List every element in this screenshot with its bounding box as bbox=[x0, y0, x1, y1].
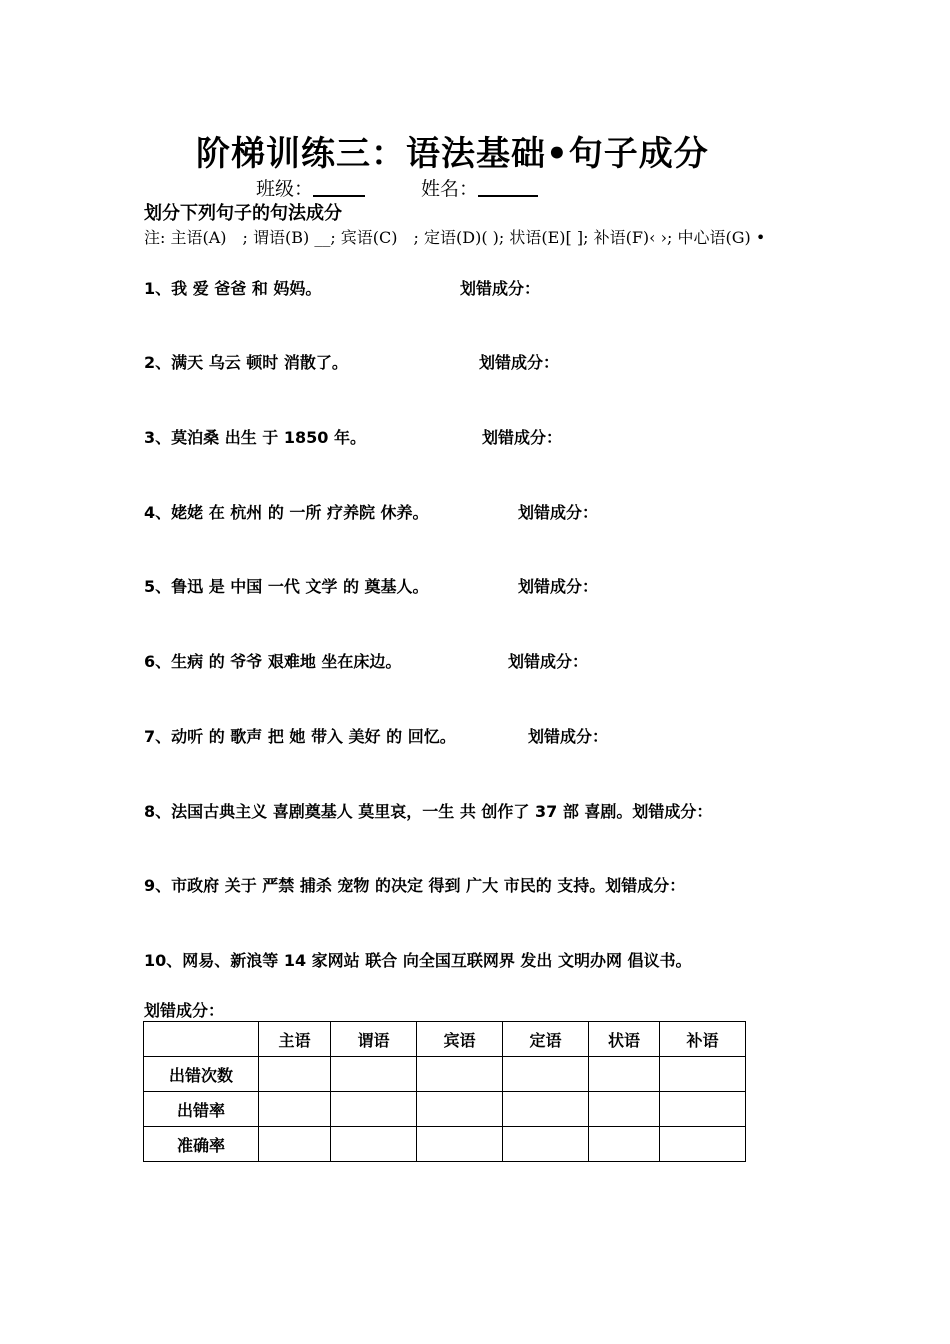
question-10 bbox=[144, 948, 692, 971]
table-cell[interactable] bbox=[259, 1127, 331, 1162]
class-label: 班级： bbox=[256, 178, 314, 200]
table-cell[interactable] bbox=[503, 1127, 589, 1162]
instruction: 划分下列句子的句法成分 bbox=[144, 203, 342, 224]
question-2 bbox=[144, 350, 560, 373]
mark-label: 划错成分： bbox=[528, 727, 609, 746]
question-text: 1、我 爱 爸爸 和 妈妈。 bbox=[144, 279, 322, 298]
mark-label: 划错成分： bbox=[518, 577, 599, 596]
table-cell[interactable] bbox=[331, 1057, 417, 1092]
table-cell[interactable] bbox=[660, 1092, 746, 1127]
name-label: 姓名： bbox=[421, 178, 479, 200]
table-cell[interactable] bbox=[331, 1127, 417, 1162]
mark-label: 划错成分： bbox=[508, 652, 589, 671]
table-header-cell: 补语 bbox=[660, 1022, 746, 1057]
error-stats-table bbox=[143, 1021, 746, 1162]
table-cell[interactable] bbox=[589, 1057, 660, 1092]
question-7 bbox=[144, 724, 609, 747]
name-blank bbox=[478, 177, 538, 197]
question-8 bbox=[144, 799, 712, 822]
table-header-cell: 状语 bbox=[589, 1022, 660, 1057]
table-header-cell: 谓语 bbox=[331, 1022, 417, 1057]
table-cell[interactable] bbox=[589, 1092, 660, 1127]
table-header-cell: 宾语 bbox=[417, 1022, 503, 1057]
question-6 bbox=[144, 649, 589, 672]
table-header-row bbox=[144, 1022, 746, 1057]
table-cell[interactable] bbox=[503, 1057, 589, 1092]
mark-label: 划错成分： bbox=[479, 353, 560, 372]
table-row-label: 出错次数 bbox=[144, 1057, 259, 1092]
table-cell[interactable] bbox=[331, 1092, 417, 1127]
question-text: 10、网易、新浪等 14 家网站 联合 向全国互联网界 发出 文明办网 倡议书。 bbox=[144, 951, 692, 970]
question-5 bbox=[144, 574, 599, 597]
table-cell[interactable] bbox=[259, 1092, 331, 1127]
question-10-mark-label: 划错成分： bbox=[144, 1001, 225, 1020]
class-blank bbox=[313, 177, 365, 197]
question-text: 6、生病 的 爷爷 艰难地 坐在床边。 bbox=[144, 652, 402, 671]
student-info-line bbox=[256, 174, 538, 201]
table-row-label: 出错率 bbox=[144, 1092, 259, 1127]
question-text: 9、市政府 关于 严禁 捕杀 宠物 的决定 得到 广大 市民的 支持。划错成分： bbox=[144, 876, 686, 895]
question-3 bbox=[144, 425, 563, 448]
table-cell[interactable] bbox=[660, 1127, 746, 1162]
table-header-cell: 定语 bbox=[503, 1022, 589, 1057]
table-cell[interactable] bbox=[417, 1057, 503, 1092]
table-cell[interactable] bbox=[660, 1057, 746, 1092]
mark-label: 划错成分： bbox=[482, 428, 563, 447]
table-cell[interactable] bbox=[259, 1057, 331, 1092]
table-row bbox=[144, 1092, 746, 1127]
table-cell[interactable] bbox=[589, 1127, 660, 1162]
question-1 bbox=[144, 276, 541, 299]
table-row bbox=[144, 1127, 746, 1162]
table-cell[interactable] bbox=[503, 1092, 589, 1127]
legend-note: 注: 主语(A) ; 谓语(B) __; 宾语(C) ; 定语(D)( ); 状语(E)[ ]; 补语(F)‹ ›; 中心语(G) • bbox=[144, 228, 766, 247]
page-title: 阶梯训练三：语法基础•句子成分 bbox=[196, 134, 709, 174]
question-4 bbox=[144, 500, 599, 523]
mark-label: 划错成分： bbox=[460, 279, 541, 298]
question-9 bbox=[144, 873, 685, 896]
table-row bbox=[144, 1057, 746, 1092]
question-text: 4、姥姥 在 杭州 的 一所 疗养院 休养。 bbox=[144, 503, 429, 522]
table-header-cell: 主语 bbox=[259, 1022, 331, 1057]
question-text: 2、满天 乌云 顿时 消散了。 bbox=[144, 353, 348, 372]
question-text: 7、动听 的 歌声 把 她 带入 美好 的 回忆。 bbox=[144, 727, 456, 746]
table-cell[interactable] bbox=[417, 1092, 503, 1127]
question-text: 3、莫泊桑 出生 于 1850 年。 bbox=[144, 428, 366, 447]
table-cell[interactable] bbox=[417, 1127, 503, 1162]
question-text: 5、鲁迅 是 中国 一代 文学 的 奠基人。 bbox=[144, 577, 429, 596]
table-header-cell bbox=[144, 1022, 259, 1057]
table-row-label: 准确率 bbox=[144, 1127, 259, 1162]
question-text: 8、法国古典主义 喜剧奠基人 莫里哀，一生 共 创作了 37 部 喜剧。划错成分： bbox=[144, 802, 713, 821]
mark-label: 划错成分： bbox=[518, 503, 599, 522]
